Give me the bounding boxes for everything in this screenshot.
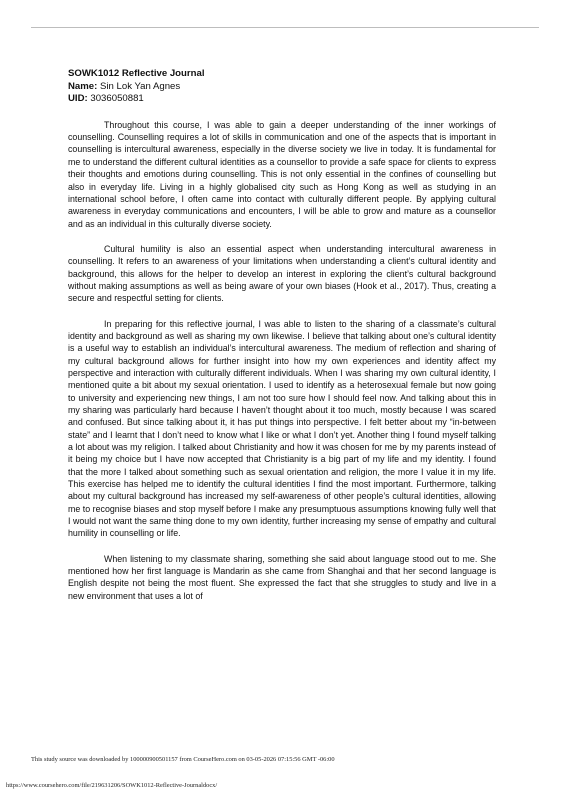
paragraph-4: When listening to my classmate sharing, something she said about language stood out to me. She mentioned how her first language is Mandarin as she came from Shanghai and that her second language is English despite not being the most fluent. She expressed the fact that she struggles to study and live in a new environment that uses a lot of [68,553,496,601]
student-uid-line [68,93,496,106]
uid-value: 3036050881 [90,93,144,105]
paragraph-3: In preparing for this reflective journal, I was able to listen to the sharing of a classmate’s cultural identity and background as well as sharing my own likewise. I believe that talking about one’s cultural identity is a useful way to establish an individual’s intercultural awareness. The medium of reflection and sharing of my cultural background allows for further insight into how my own experiences and identity affect my perspective and interaction with culturally different individuals. When I was sharing my own cultural identity, I mentioned quite a bit about my sexual orientation. I used to identify as a heterosexual female but now going to university and experiencing new things, I am not too sure how I should feel now. And talking about this in my sharing was particularly hard because I haven’t thought about it too much, mostly because I was scared and confused. But since talking about it, it has put things into perspective. I felt better about my “in-between state” and I learnt that I don’t need to know what I like or what I don’t yet. Another thing I found myself talking a lot about was my religion. I talked about Christianity and how it was chosen for me by my parents instead of it being my choice but I have now accepted that Christianity is a big part of my life and my identity. I found that the more I talked about something such as sexual orientation and religion, the more I value it in my life. This exercise has helped me to identify the cultural identities I find the most important. Furthermore, talking about my cultural background has increased my self-awareness of other people’s cultural identities, allowing me to recognise biases and stop myself before I make any presumptuous assumptions knowing fully well that I would not want the same thing done to my own identity, further increasing my sense of empathy and cultural humility in counselling or life. [68,318,496,539]
paragraph-1: Throughout this course, I was able to gain a deeper understanding of the inner workings of counselling. Counselling requires a lot of skills in communication and one of the aspects that is important in counselling is intercultural awareness, especially in the diverse society we live in today. It is fundamental for me to understand the different cultural identities as a counsellor to provide a safe space for clients to express their thoughts and emotions during counselling. This is not only essential in the confines of counselling but also in everyday life. Living in a highly globalised city such as Hong Kong as well as studying in an international school before, I often came into contact with culturally different people. By applying cultural awareness in everyday communications and encounters, I will be able to grow and mature as a counsellor and as an individual in this culturally diverse society. [68,119,496,229]
source-url[interactable]: https://www.coursehero.com/file/219631206/SOWK1012-Reflective-Journaldocx/ [6,782,218,789]
download-footer-note: This study source was downloaded by 100000900501157 from CourseHero.com on 03-05-2026 07:15:56 GMT -06:00 [31,756,335,763]
student-name-line [68,81,496,94]
page-top-rule [31,27,539,28]
uid-label: UID: [68,93,88,105]
course-title: SOWK1012 Reflective Journal [68,68,205,79]
paragraph-2: Cultural humility is also an essential aspect when understanding intercultural awareness in counselling. It refers to an awareness of your limitations when understanding a client’s cultural identity and background, this allows for the helper to develop an interest in exploring the client’s cultural background without making assumptions as well as being aware of your own biases (Hook et al., 2017). Thus, creating a secure and respectful setting for clients. [68,243,496,304]
name-value: Sin Lok Yan Agnes [100,80,181,92]
document-body [68,68,496,602]
name-label: Name: [68,80,98,92]
